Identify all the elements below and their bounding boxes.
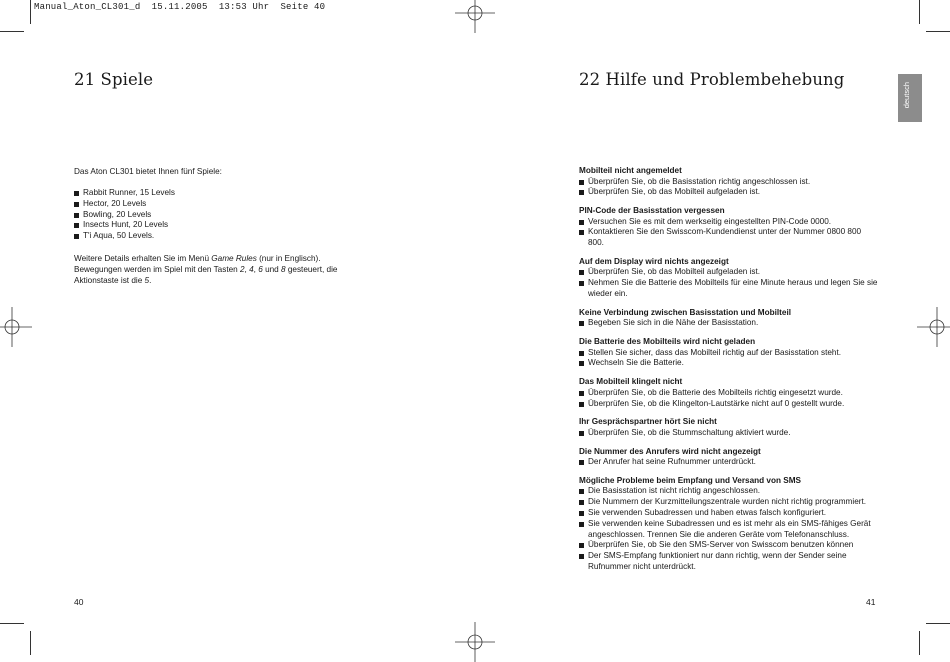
section-list [579,388,879,410]
section-heading: Das Mobilteil klingelt nicht [579,377,683,387]
trouble-section [579,377,879,409]
language-tab: deutsch [898,74,922,122]
crop-mark [919,0,920,24]
trouble-section [579,476,879,573]
details-paragraph: Weitere Details erhalten Sie im Menü Game Rules (nur in Englisch). Bewegungen werden im Spiel mit den Tasten 2, 4, 6 und 8 gesteuert, die Aktionstaste ist die 5. [74,253,338,285]
trouble-section [579,206,879,249]
crop-mark [919,631,920,655]
section-list [579,217,879,249]
section-list [579,486,879,572]
section-list [579,267,879,299]
left-content [74,166,364,286]
registration-mark-bottom [455,622,495,662]
list-item: Überprüfen Sie, ob das Mobilteil aufgeladen ist. [579,187,879,198]
list-item: Der SMS-Empfang funktioniert nur dann richtig, wenn der Sender seine Rufnummer nicht unterdrückt. [579,551,879,573]
section-list [579,348,879,370]
list-item: Überprüfen Sie, ob die Klingelton-Lautstärke nicht auf 0 gestellt wurde. [579,399,879,410]
trouble-section [579,257,879,300]
games-list [74,188,364,242]
trouble-section [579,417,879,438]
intro-text: Das Aton CL301 bietet Ihnen fünf Spiele: [74,167,222,176]
section-heading: Mobilteil nicht angemeldet [579,166,682,175]
list-item: Hector, 20 Levels [74,199,364,210]
section-list [579,318,879,329]
list-item: Insects Hunt, 20 Levels [74,220,364,231]
trouble-section [579,337,879,369]
list-item: Der Anrufer hat seine Rufnummer unterdrückt. [579,457,879,468]
list-item: Sie verwenden Subadressen und haben etwas falsch konfiguriert. [579,508,879,519]
list-item: Überprüfen Sie, ob die Stummschaltung aktiviert wurde. [579,428,879,439]
troubleshooting-sections [579,166,879,581]
crop-mark [0,623,24,624]
page-title-right: 22 Hilfe und Problembehebung [579,70,845,89]
section-list [579,177,879,199]
page-number-left: 40 [74,597,84,607]
list-item: Die Nummern der Kurzmitteilungszentrale wurden nicht richtig programmiert. [579,497,879,508]
registration-mark-top [455,0,495,33]
crop-mark [30,631,31,655]
page-title-left: 21 Spiele [74,70,154,89]
list-item: Versuchen Sie es mit dem werkseitig eingestellten PIN-Code 0000. [579,217,879,228]
registration-mark-left [0,307,32,347]
section-heading: Auf dem Display wird nichts angezeigt [579,256,729,266]
list-item: Überprüfen Sie, ob das Mobilteil aufgeladen ist. [579,267,879,278]
trouble-section [579,166,879,198]
list-item: Die Basisstation ist nicht richtig angeschlossen. [579,486,879,497]
list-item: T'i Aqua, 50 Levels. [74,231,364,242]
trouble-section [579,447,879,468]
list-item: Bowling, 20 Levels [74,210,364,221]
crop-mark [0,31,24,32]
list-item: Stellen Sie sicher, dass das Mobilteil richtig auf der Basisstation steht. [579,348,879,359]
section-heading: Die Nummer des Anrufers wird nicht angezeigt [579,446,761,456]
section-list [579,428,879,439]
section-heading: Mögliche Probleme beim Empfang und Versand von SMS [579,475,802,485]
list-item: Überprüfen Sie, ob Sie den SMS-Server von Swisscom benutzen können [579,540,879,551]
section-heading: Die Batterie des Mobilteils wird nicht geladen [579,337,756,347]
list-item: Nehmen Sie die Batterie des Mobilteils für eine Minute heraus und legen Sie sie wieder ein. [579,278,879,300]
list-item: Überprüfen Sie, ob die Batterie des Mobilteils richtig eingesetzt wurde. [579,388,879,399]
print-header: Manual_Aton_CL301_d 15.11.2005 13:53 Uhr Seite 40 [34,2,326,12]
crop-mark [926,31,950,32]
list-item: Kontaktieren Sie den Swisscom-Kundendienst unter der Nummer 0800 800 800. [579,227,879,249]
trouble-section [579,308,879,329]
list-item: Wechseln Sie die Batterie. [579,358,879,369]
registration-mark-right [917,307,950,347]
crop-mark [926,623,950,624]
list-item: Überprüfen Sie, ob die Basisstation richtig angeschlossen ist. [579,177,879,188]
section-heading: PIN-Code der Basisstation vergessen [579,206,725,216]
section-list [579,457,879,468]
crop-mark [30,0,31,24]
list-item: Rabbit Runner, 15 Levels [74,188,364,199]
list-item: Sie verwenden keine Subadressen und es ist mehr als ein SMS-fähiges Gerät angeschlossen. Trennen Sie die anderen Geräte vom Telefonanschluss. [579,519,879,541]
section-heading: Keine Verbindung zwischen Basisstation und Mobilteil [579,307,791,317]
page-number-right: 41 [866,597,876,607]
section-heading: Ihr Gesprächspartner hört Sie nicht [579,417,717,427]
list-item: Begeben Sie sich in die Nähe der Basisstation. [579,318,879,329]
